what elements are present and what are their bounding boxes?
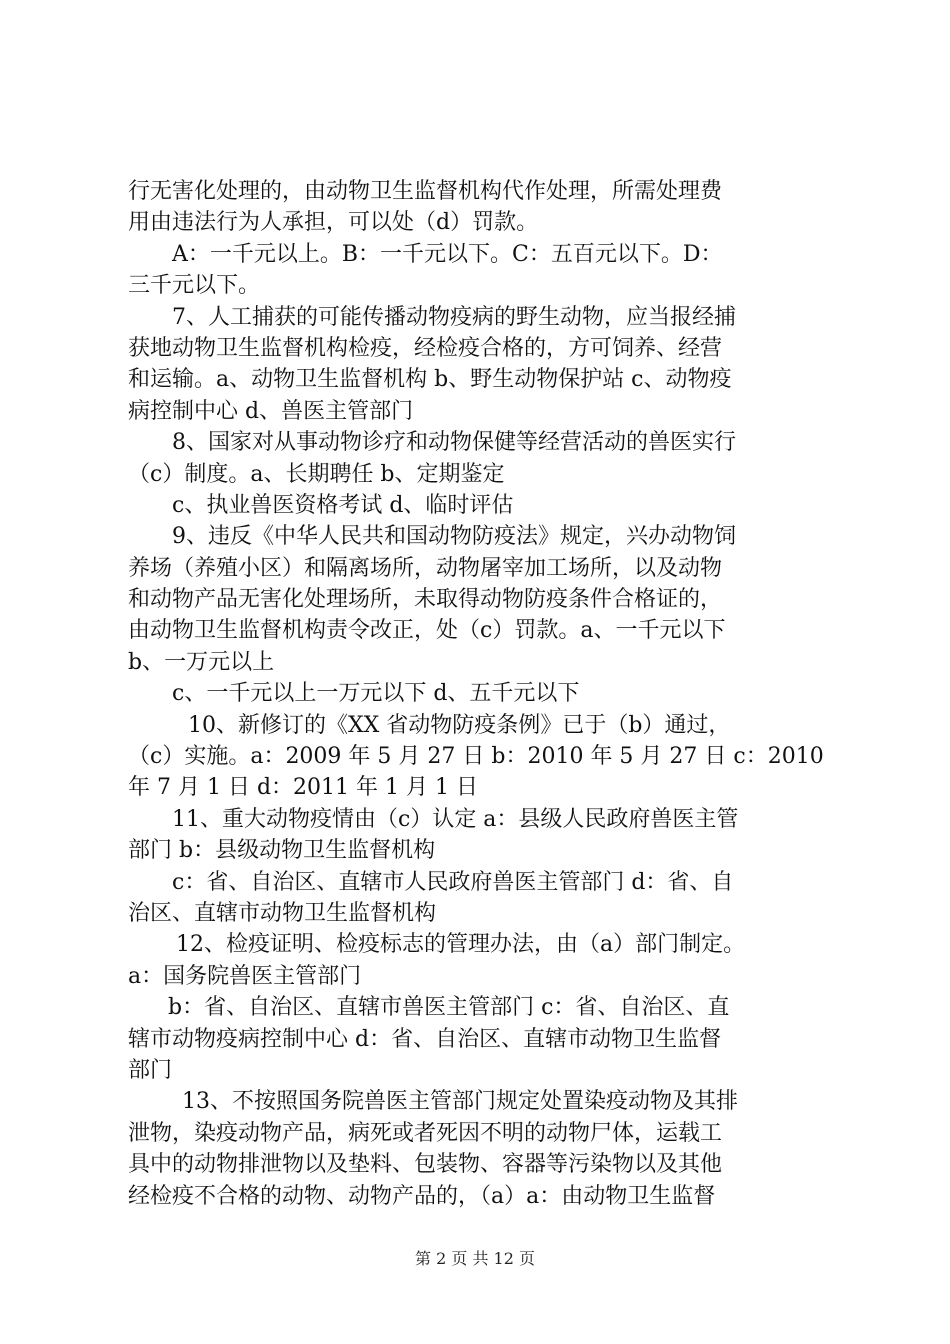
text-line: 用由违法行为人承担，可以处（d）罚款。 bbox=[128, 210, 539, 236]
text-line: 部门 b：县级动物卫生监督机构 bbox=[128, 838, 436, 864]
text-line: b、一万元以上 bbox=[128, 649, 275, 675]
text-line: c、执业兽医资格考试 d、临时评估 bbox=[172, 492, 514, 518]
text-line: 行无害化处理的，由动物卫生监督机构代作处理，所需处理费 bbox=[128, 179, 723, 204]
text-line: 12、检疫证明、检疫标志的管理办法，由（a）部门制定。 bbox=[176, 932, 746, 958]
text-line: 辖市动物疫病控制中心 d：省、自治区、直辖市动物卫生监督 bbox=[128, 1026, 722, 1052]
text-line: 获地动物卫生监督机构检疫，经检疫合格的，方可饲养、经营 bbox=[128, 335, 723, 361]
text-line: b：省、自治区、直辖市兽医主管部门 c：省、自治区、直 bbox=[168, 995, 730, 1021]
text-line: 9、违反《中华人民共和国动物防疫法》规定，兴办动物饲 bbox=[172, 524, 736, 550]
text-line: （c）制度。a、长期聘任 b、定期鉴定 bbox=[128, 461, 505, 487]
document-body bbox=[128, 176, 834, 1212]
text-line: 和动物产品无害化处理场所，未取得动物防疫条件合格证的， bbox=[128, 587, 723, 613]
text-line: 和运输。a、动物卫生监督机构 b、野生动物保护站 c、动物疫 bbox=[128, 367, 732, 393]
text-line: 养场（养殖小区）和隔离场所，动物屠宰加工场所，以及动物 bbox=[128, 555, 723, 581]
text-line: 年 7 月 1 日 d：2011 年 1 月 1 日 bbox=[128, 775, 478, 801]
text-line: 具中的动物排泄物以及垫料、包装物、容器等污染物以及其他 bbox=[128, 1152, 723, 1178]
text-line: 10、新修订的《XX 省动物防疫条例》已于（b）通过， bbox=[188, 712, 731, 738]
text-line: 8、国家对从事动物诊疗和动物保健等经营活动的兽医实行 bbox=[172, 430, 736, 456]
text-line: 由动物卫生监督机构责令改正，处（c）罚款。a、一千元以下 bbox=[128, 618, 726, 644]
text-line: 11、重大动物疫情由（c）认定 a：县级人民政府兽医主管 bbox=[172, 806, 739, 832]
text-line: c、一千元以上一万元以下 d、五千元以下 bbox=[172, 681, 580, 707]
text-line: c：省、自治区、直辖市人民政府兽医主管部门 d：省、自 bbox=[172, 869, 734, 895]
text-line: 三千元以下。 bbox=[128, 273, 261, 299]
page-number-footer: 第 2 页 共 12 页 bbox=[415, 1249, 535, 1268]
text-line: 部门 bbox=[128, 1057, 173, 1083]
text-line: 7、人工捕获的可能传播动物疫病的野生动物，应当报经捕 bbox=[172, 304, 736, 330]
text-line: 泄物，染疫动物产品，病死或者死因不明的动物尸体，运载工 bbox=[128, 1120, 723, 1146]
text-line: A：一千元以上。B：一千元以下。C：五百元以下。D： bbox=[172, 241, 723, 267]
text-line: a：国务院兽医主管部门 bbox=[128, 963, 362, 989]
text-line: 病控制中心 d、兽医主管部门 bbox=[128, 398, 414, 424]
text-line: （c）实施。a：2009 年 5 月 27 日 b：2010 年 5 月 27 日 c：2010 bbox=[128, 744, 824, 770]
text-line: 治区、直辖市动物卫生监督机构 bbox=[128, 900, 437, 926]
text-line: 经检疫不合格的动物、动物产品的，（a）a：由动物卫生监督 bbox=[128, 1183, 716, 1209]
text-line: 13、不按照国务院兽医主管部门规定处置染疫动物及其排 bbox=[182, 1089, 738, 1115]
